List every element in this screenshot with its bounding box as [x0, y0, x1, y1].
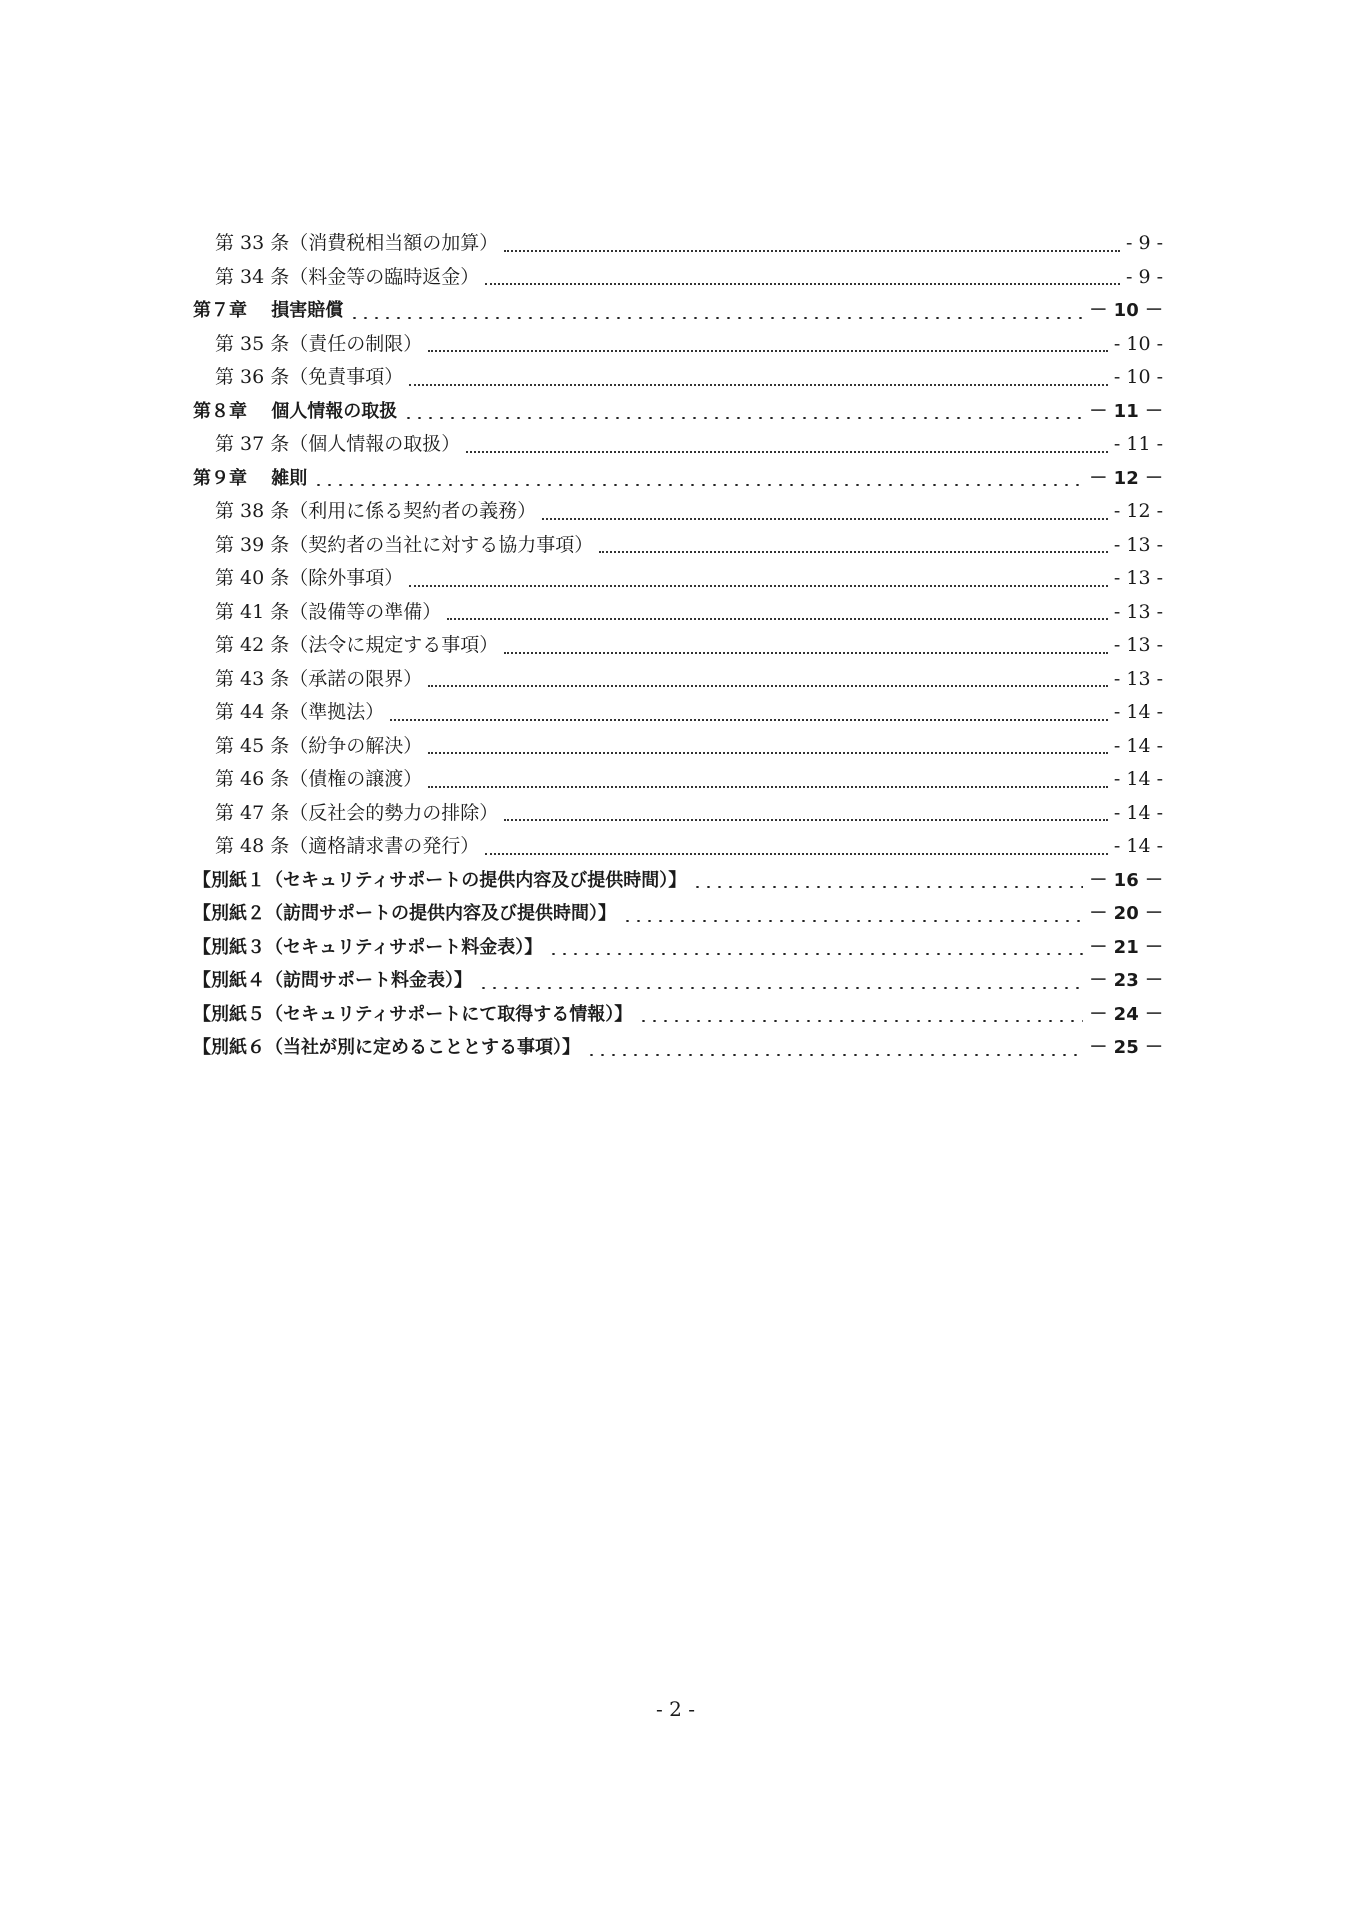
- toc-dot-leader: [504, 797, 1108, 831]
- toc-entry-title: 第 43 条（承諾の限界）: [215, 667, 423, 690]
- toc-entry-title: 第７章 損害賠償: [193, 300, 344, 321]
- toc-dot-leader: [466, 428, 1108, 462]
- toc-entry-page: - 9 -: [1125, 232, 1163, 254]
- toc-dot-leader: [485, 261, 1120, 295]
- toc-entry-article: [193, 328, 1163, 362]
- toc-dot-leader: [403, 395, 1083, 429]
- toc-entry-title: 第 39 条（契約者の当社に対する協力事項）: [215, 533, 594, 556]
- toc-entry-title: 第 33 条（消費税相当額の加算）: [215, 232, 499, 254]
- toc-entry-page: - 14 -: [1113, 734, 1163, 757]
- toc-entry-title: 第 35 条（責任の制限）: [215, 332, 423, 355]
- toc-entry-page: - 14 -: [1113, 835, 1163, 857]
- toc-entry-title: 第 42 条（法令に規定する事項）: [215, 634, 499, 656]
- toc-dot-leader: [478, 964, 1083, 998]
- toc-entry-title: 第 45 条（紛争の解決）: [215, 734, 423, 757]
- toc-entry-article: [193, 629, 1163, 663]
- toc-dot-leader: [409, 361, 1108, 395]
- toc-dot-leader: [692, 864, 1083, 898]
- toc-dot-leader: [349, 294, 1083, 328]
- toc-entry-chapter: [193, 462, 1163, 496]
- toc-dot-leader: [599, 529, 1108, 563]
- toc-dot-leader: [313, 462, 1083, 496]
- toc-entry-title: 【別紙６（当社が別に定めることとする事項）】: [193, 1037, 580, 1058]
- toc-entry-article: [193, 830, 1163, 864]
- toc-entry-appendix: [193, 1031, 1163, 1065]
- toc-entry-page: - 14 -: [1113, 701, 1163, 723]
- toc-dot-leader: [586, 1031, 1083, 1065]
- toc-entry-appendix: [193, 998, 1163, 1032]
- toc-entry-appendix: [193, 964, 1163, 998]
- toc-entry-page: － 23 －: [1089, 970, 1163, 991]
- toc-entry-chapter: [193, 294, 1163, 328]
- toc-entry-title: 【別紙３（セキュリティサポート料金表）】: [193, 936, 543, 958]
- toc-entry-title: 【別紙２（訪問サポートの提供内容及び提供時間）】: [193, 903, 616, 924]
- toc-entry-title: 【別紙５（セキュリティサポートにて取得する情報）】: [193, 1003, 633, 1025]
- toc-entry-article: [193, 495, 1163, 529]
- toc-entry-title: 第 41 条（設備等の準備）: [215, 600, 442, 623]
- toc-entry-article: [193, 428, 1163, 462]
- toc-dot-leader: [390, 696, 1108, 730]
- toc-dot-leader: [428, 763, 1108, 797]
- toc-entry-article: [193, 562, 1163, 596]
- toc-entry-title: 第 38 条（利用に係る契約者の義務）: [215, 500, 537, 522]
- toc-entry-appendix: [193, 931, 1163, 965]
- toc-dot-leader: [504, 629, 1108, 663]
- toc-entry-page: - 13 -: [1113, 600, 1163, 623]
- toc-entry-title: 第８章 個人情報の取扱: [193, 400, 398, 422]
- toc-entry-title: 第 46 条（債権の譲渡）: [215, 768, 423, 790]
- toc-entry-title: 【別紙１（セキュリティサポートの提供内容及び提供時間）】: [193, 869, 687, 891]
- toc-entry-article: [193, 797, 1163, 831]
- toc-dot-leader: [428, 730, 1108, 764]
- toc-entry-page: - 9 -: [1125, 265, 1163, 288]
- toc-entry-page: - 11 -: [1113, 433, 1163, 455]
- toc-entry-title: 第９章 雑則: [193, 467, 308, 489]
- toc-dot-leader: [447, 596, 1108, 630]
- toc-dot-leader: [622, 897, 1083, 931]
- toc-entry-chapter: [193, 395, 1163, 429]
- page-number: - 2 -: [656, 1697, 695, 1721]
- toc-entry-appendix: [193, 897, 1163, 931]
- toc-dot-leader: [428, 328, 1108, 362]
- toc-entry-page: - 14 -: [1113, 768, 1163, 790]
- toc-entry-page: － 21 －: [1089, 936, 1163, 958]
- toc-entry-page: - 13 -: [1113, 634, 1163, 656]
- toc-entry-article: [193, 261, 1163, 295]
- toc-entry-title: 【別紙４（訪問サポート料金表）】: [193, 970, 472, 991]
- toc-dot-leader: [548, 931, 1083, 965]
- toc-entry-title: 第 36 条（免責事項）: [215, 366, 404, 388]
- toc-dot-leader: [504, 227, 1120, 261]
- toc-entry-title: 第 37 条（個人情報の取扱）: [215, 433, 461, 455]
- toc-entry-page: - 13 -: [1113, 667, 1163, 690]
- toc-entry-page: - 10 -: [1113, 332, 1163, 355]
- toc-entry-article: [193, 227, 1163, 261]
- toc-entry-article: [193, 696, 1163, 730]
- toc-entry-article: [193, 361, 1163, 395]
- toc-entry-article: [193, 763, 1163, 797]
- toc-dot-leader: [485, 830, 1108, 864]
- toc-entry-page: - 14 -: [1113, 801, 1163, 824]
- toc-entry-page: - 13 -: [1113, 533, 1163, 556]
- toc-entry-page: － 24 －: [1089, 1003, 1163, 1025]
- toc-entry-appendix: [193, 864, 1163, 898]
- toc-entry-article: [193, 730, 1163, 764]
- toc-entry-title: 第 44 条（準拠法）: [215, 701, 385, 723]
- toc-entry-article: [193, 596, 1163, 630]
- toc-dot-leader: [542, 495, 1108, 529]
- toc-entry-page: － 20 －: [1089, 903, 1163, 924]
- toc-entry-page: - 10 -: [1113, 366, 1163, 388]
- toc-entry-article: [193, 663, 1163, 697]
- toc-entry-page: － 25 －: [1089, 1037, 1163, 1058]
- toc-entry-page: － 11 －: [1089, 400, 1163, 422]
- toc-dot-leader: [638, 998, 1083, 1032]
- toc-entry-page: － 10 －: [1089, 300, 1163, 321]
- toc-dot-leader: [409, 562, 1108, 596]
- toc-entry-title: 第 48 条（適格請求書の発行）: [215, 835, 480, 857]
- toc-entry-title: 第 40 条（除外事項）: [215, 567, 404, 589]
- toc-dot-leader: [428, 663, 1108, 697]
- toc-entry-page: - 13 -: [1113, 567, 1163, 589]
- toc-entry-page: - 12 -: [1113, 500, 1163, 522]
- toc-entry-page: － 12 －: [1089, 467, 1163, 489]
- toc-entry-title: 第 34 条（料金等の臨時返金）: [215, 265, 480, 288]
- table-of-contents: [193, 227, 1163, 1065]
- toc-entry-page: － 16 －: [1089, 869, 1163, 891]
- toc-entry-title: 第 47 条（反社会的勢力の排除）: [215, 801, 499, 824]
- toc-entry-article: [193, 529, 1163, 563]
